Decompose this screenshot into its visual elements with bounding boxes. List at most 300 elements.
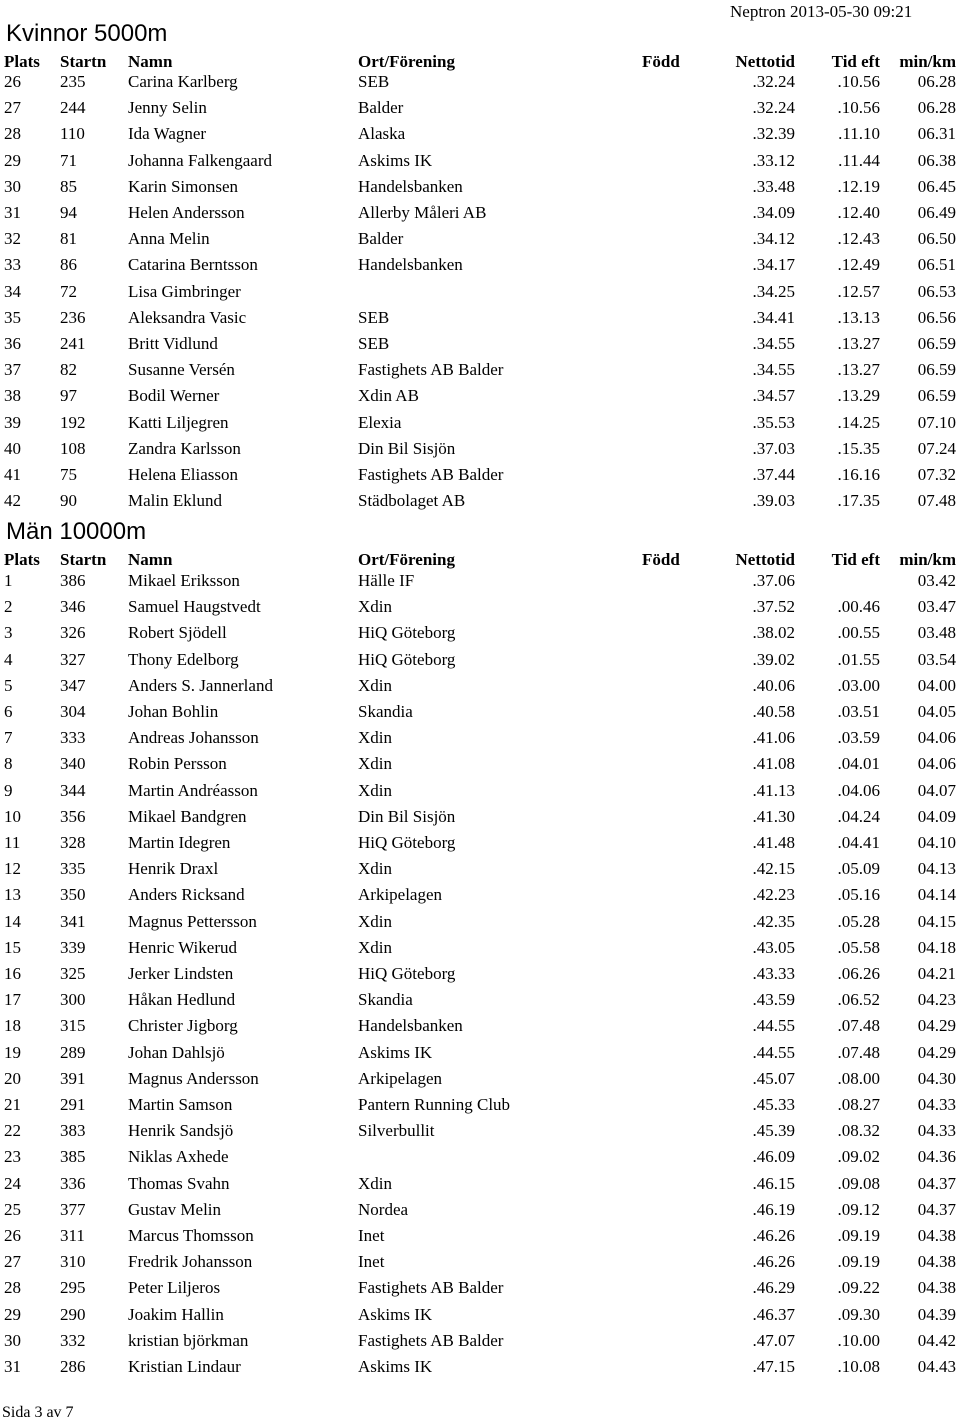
cell-namn: Magnus Pettersson [128,911,257,931]
table-row [0,597,960,623]
table-row [0,1226,960,1252]
cell-min: 03.54 [917,649,956,669]
table-row [0,964,960,990]
cell-namn: Martin Samson [128,1095,233,1114]
cell-tid: .12.49 [837,255,880,275]
cell-min: 06.31 [917,124,956,144]
cell-ort: Xdin [358,675,392,695]
cell-netto: .46.09 [752,1147,795,1167]
cell-startn: 344 [60,780,86,800]
cell-min: 04.42 [917,1330,956,1350]
header-meta: Neptron 2013-05-30 09:21 [730,2,913,21]
cell-min: 06.53 [917,281,956,301]
cell-ort: HiQ Göteborg [358,649,456,669]
cell-plats: 42 [4,491,21,511]
cell-tid: .10.56 [837,98,880,118]
cell-tid: .07.48 [837,1042,880,1062]
cell-ort: HiQ Göteborg [358,833,456,852]
cell-startn: 72 [60,281,77,301]
cell-tid: .01.55 [837,649,880,669]
cell-startn: 336 [60,1173,86,1193]
cell-namn: Ida Wagner [128,124,207,144]
cell-tid: .05.58 [837,937,880,957]
cell-min: 06.49 [917,203,956,222]
cell-ort: Xdin [358,754,392,774]
cell-startn: 340 [60,754,86,774]
cell-netto: .39.02 [752,649,795,669]
cell-startn: 286 [60,1357,86,1376]
cell-tid: .04.01 [837,754,880,774]
cell-plats: 22 [4,1121,21,1141]
cell-tid: .09.19 [837,1226,880,1245]
table-row [0,1174,960,1200]
cell-startn: 339 [60,937,86,957]
cell-namn: Carina Karlberg [128,72,238,91]
cell-startn: 311 [60,1226,85,1245]
table-row [0,229,960,255]
cell-startn: 236 [60,307,86,327]
cell-tid: .12.40 [837,203,880,222]
cell-startn: 328 [60,833,86,852]
cell-plats: 39 [4,412,21,432]
cell-min: 04.06 [917,754,956,774]
cell-tid: .11.10 [838,124,880,144]
cell-plats: 27 [4,98,21,118]
cell-startn: 241 [60,334,86,353]
cell-namn: Catarina Berntsson [128,255,258,275]
cell-namn: Anders S. Jannerland [128,675,273,695]
cell-plats: 36 [4,334,21,353]
cell-startn: 341 [60,911,86,931]
cell-startn: 385 [60,1147,86,1167]
cell-netto: .47.15 [752,1357,795,1376]
cell-namn: Lisa Gimbringer [128,281,241,301]
cell-namn: Andreas Johansson [128,728,259,748]
cell-min: 06.56 [917,307,956,327]
table-row [0,1043,960,1069]
cell-netto: .45.39 [752,1121,795,1141]
cell-netto: .35.53 [752,412,795,432]
cell-netto: .32.24 [752,98,795,118]
table-row [0,754,960,780]
cell-ort: SEB [358,72,390,91]
table-row [0,990,960,1016]
cell-ort: Askims IK [358,1042,433,1062]
table-row [0,807,960,833]
cell-plats: 34 [4,281,21,301]
table-row [0,439,960,465]
cell-ort: Arkipelagen [358,885,443,905]
cell-startn: 383 [60,1121,86,1141]
cell-startn: 86 [60,255,77,275]
cell-netto: .42.15 [752,859,795,879]
table-row [0,203,960,229]
column-header-row [0,52,960,74]
cell-namn: Anders Ricksand [128,885,245,905]
cell-min: 04.00 [917,675,956,695]
cell-plats: 29 [4,150,21,170]
table-row [0,1121,960,1147]
cell-namn: Gustav Melin [128,1199,222,1219]
cell-startn: 97 [60,386,77,406]
cell-netto: .34.09 [752,203,795,222]
table-row [0,1069,960,1095]
cell-startn: 377 [60,1199,86,1219]
column-header-plats: Plats [4,550,40,569]
cell-ort: Hälle IF [358,571,415,590]
cell-plats: 38 [4,386,21,406]
table-row [0,308,960,334]
table-row [0,1252,960,1278]
cell-netto: .46.19 [752,1199,795,1219]
cell-plats: 9 [4,780,13,800]
cell-min: 04.10 [917,833,956,852]
cell-tid: .10.56 [837,72,880,91]
cell-ort: Silverbullit [358,1121,435,1141]
column-header-min: min/km [899,550,956,569]
cell-ort: Xdin [358,728,392,748]
cell-namn: Zandra Karlsson [128,438,241,458]
cell-netto: .32.24 [752,72,795,91]
cell-plats: 12 [4,859,21,879]
cell-min: 04.33 [917,1121,956,1141]
table-row [0,360,960,386]
cell-plats: 30 [4,176,21,196]
cell-plats: 33 [4,255,21,275]
cell-plats: 8 [4,754,13,774]
table-row [0,491,960,517]
cell-tid: .14.25 [837,412,880,432]
cell-min: 04.38 [917,1252,956,1272]
cell-min: 04.06 [917,728,956,748]
cell-plats: 17 [4,990,21,1010]
cell-ort: Xdin [358,597,392,617]
cell-min: 06.59 [917,334,956,353]
cell-ort: Din Bil Sisjön [358,438,456,458]
cell-startn: 350 [60,885,86,905]
table-row [0,334,960,360]
cell-startn: 85 [60,176,77,196]
table-row [0,177,960,203]
cell-netto: .37.03 [752,438,795,458]
cell-namn: Magnus Andersson [128,1068,259,1088]
cell-namn: Thomas Svahn [128,1173,230,1193]
cell-plats: 7 [4,728,13,748]
cell-ort: Skandia [358,702,413,721]
cell-tid: .03.00 [837,675,880,695]
cell-netto: .39.03 [752,491,795,511]
cell-startn: 290 [60,1304,86,1324]
cell-startn: 81 [60,229,77,249]
cell-plats: 40 [4,438,21,458]
cell-min: 04.18 [917,937,956,957]
cell-min: 04.36 [917,1147,956,1167]
table-row [0,912,960,938]
cell-plats: 19 [4,1042,21,1062]
cell-startn: 291 [60,1095,86,1114]
cell-tid: .08.32 [837,1121,880,1141]
cell-ort: Städbolaget AB [358,491,466,511]
cell-namn: Marcus Thomsson [128,1226,254,1245]
cell-min: 04.39 [917,1304,956,1324]
cell-namn: Christer Jigborg [128,1016,238,1036]
cell-namn: kristian björkman [128,1330,249,1350]
cell-tid: .13.27 [837,334,880,353]
cell-plats: 6 [4,702,13,721]
cell-ort: Alaska [358,124,406,144]
cell-netto: .34.41 [752,307,795,327]
cell-namn: Martin Idegren [128,833,231,852]
cell-startn: 82 [60,360,77,380]
cell-tid: .03.51 [837,702,880,721]
cell-min: 04.21 [917,964,956,983]
cell-min: 06.50 [917,229,956,249]
cell-tid: .09.08 [837,1173,880,1193]
cell-namn: Mikael Bandgren [128,806,247,826]
cell-startn: 333 [60,728,86,748]
cell-tid: .10.08 [837,1357,880,1376]
cell-min: 06.45 [917,176,956,196]
cell-tid: .10.00 [837,1330,880,1350]
cell-netto: .46.29 [752,1278,795,1298]
table-row [0,1016,960,1042]
cell-ort: Fastighets AB Balder [358,360,504,380]
cell-startn: 332 [60,1330,86,1350]
cell-namn: Martin Andréasson [128,780,258,800]
cell-startn: 90 [60,491,77,511]
cell-startn: 244 [60,98,86,118]
cell-tid: .16.16 [837,465,880,484]
cell-ort: Balder [358,98,404,118]
cell-tid: .09.12 [837,1199,880,1219]
cell-tid: .12.43 [837,229,880,249]
cell-plats: 31 [4,1357,21,1376]
cell-plats: 4 [4,649,13,669]
cell-namn: Johan Dahlsjö [128,1042,225,1062]
cell-min: 04.13 [917,859,956,879]
table-row [0,859,960,885]
cell-netto: .43.33 [752,964,795,983]
cell-ort: Xdin [358,911,392,931]
cell-ort: Elexia [358,412,402,432]
cell-tid: .09.22 [837,1278,880,1298]
column-header-netto: Nettotid [735,52,795,71]
cell-min: 04.38 [917,1278,956,1298]
table-row [0,728,960,754]
cell-plats: 13 [4,885,21,905]
cell-namn: Peter Liljeros [128,1278,221,1298]
cell-tid: .17.35 [837,491,880,511]
cell-startn: 71 [60,150,77,170]
cell-netto: .44.55 [752,1042,795,1062]
cell-namn: Mikael Eriksson [128,571,240,590]
cell-min: 06.51 [917,255,956,275]
cell-namn: Håkan Hedlund [128,990,236,1010]
cell-startn: 304 [60,702,86,721]
cell-ort: Fastighets AB Balder [358,465,504,484]
cell-netto: .38.02 [752,623,795,643]
cell-tid: .12.57 [837,281,880,301]
cell-ort: Askims IK [358,150,433,170]
column-header-fodd: Född [642,52,680,71]
column-header-min: min/km [899,52,956,71]
cell-startn: 310 [60,1252,86,1272]
cell-namn: Joakim Hallin [128,1304,224,1324]
cell-startn: 326 [60,623,86,643]
cell-min: 04.05 [917,702,956,721]
cell-min: 07.10 [917,412,956,432]
cell-ort: Xdin [358,937,392,957]
cell-namn: Johanna Falkengaard [128,150,272,170]
table-row [0,885,960,911]
cell-startn: 108 [60,438,86,458]
cell-netto: .40.06 [752,675,795,695]
cell-plats: 35 [4,307,21,327]
cell-plats: 31 [4,203,21,222]
cell-netto: .33.12 [752,150,795,170]
table-row [0,1200,960,1226]
column-header-fodd: Född [642,550,680,569]
cell-ort: Xdin [358,780,392,800]
section-title: Män 10000m [6,518,147,545]
cell-netto: .34.25 [752,281,795,301]
cell-namn: Karin Simonsen [128,176,239,196]
cell-min: 04.29 [917,1016,956,1036]
cell-netto: .42.23 [752,885,795,905]
cell-netto: .45.07 [752,1068,795,1088]
page-footer: Sida 3 av 7 [2,1404,74,1421]
cell-namn: Henrik Draxl [128,859,219,879]
column-header-ort: Ort/Förening [358,52,455,71]
cell-netto: .41.30 [752,806,795,826]
cell-startn: 347 [60,675,86,695]
cell-ort: Fastighets AB Balder [358,1330,504,1350]
cell-min: 07.24 [917,438,956,458]
cell-tid: .07.48 [837,1016,880,1036]
cell-netto: .46.26 [752,1226,795,1245]
cell-ort: Pantern Running Club [358,1095,511,1114]
cell-plats: 30 [4,1330,21,1350]
cell-netto: .42.35 [752,911,795,931]
table-row [0,571,960,597]
cell-netto: .46.26 [752,1252,795,1272]
cell-tid: .03.59 [837,728,880,748]
cell-netto: .33.48 [752,176,795,196]
cell-tid: .00.46 [837,597,880,617]
cell-plats: 24 [4,1173,21,1193]
cell-startn: 356 [60,806,86,826]
cell-plats: 1 [4,571,13,590]
cell-startn: 295 [60,1278,86,1298]
cell-plats: 23 [4,1147,21,1167]
cell-ort: Handelsbanken [358,255,463,275]
cell-netto: .46.15 [752,1173,795,1193]
cell-netto: .34.55 [752,334,795,353]
table-row [0,1095,960,1121]
cell-tid: .13.13 [837,307,880,327]
cell-plats: 16 [4,964,21,983]
cell-tid: .12.19 [837,176,880,196]
cell-plats: 26 [4,1226,21,1245]
cell-min: 06.59 [917,386,956,406]
table-row [0,465,960,491]
cell-min: 04.37 [917,1173,956,1193]
cell-namn: Jenny Selin [128,98,207,118]
cell-netto: .45.33 [752,1095,795,1114]
cell-ort: Xdin [358,859,392,879]
cell-plats: 11 [4,833,21,852]
cell-tid: .11.44 [838,150,880,170]
cell-netto: .32.39 [752,124,795,144]
cell-namn: Robert Sjödell [128,623,227,643]
cell-ort: HiQ Göteborg [358,964,456,983]
cell-startn: 335 [60,859,86,879]
cell-tid: .06.52 [837,990,880,1010]
table-row [0,282,960,308]
cell-netto: .44.55 [752,1016,795,1036]
cell-startn: 110 [60,124,85,144]
cell-min: 03.42 [917,571,956,590]
cell-min: 03.48 [917,623,956,643]
cell-startn: 386 [60,571,86,590]
cell-namn: Anna Melin [128,229,210,249]
cell-tid: .04.24 [837,806,880,826]
cell-tid: .06.26 [837,964,880,983]
cell-plats: 28 [4,124,21,144]
cell-tid: .05.16 [837,885,880,905]
cell-netto: .47.07 [752,1330,795,1350]
cell-min: 04.07 [917,780,956,800]
cell-namn: Katti Liljegren [128,412,229,432]
cell-plats: 25 [4,1199,21,1219]
table-row [0,98,960,124]
cell-netto: .41.08 [752,754,795,774]
table-row [0,1278,960,1304]
cell-tid: .05.09 [837,859,880,879]
table-row [0,255,960,281]
cell-plats: 37 [4,360,21,380]
cell-namn: Aleksandra Vasic [128,307,247,327]
table-row [0,1331,960,1357]
cell-netto: .41.13 [752,780,795,800]
table-row [0,1305,960,1331]
cell-startn: 327 [60,649,86,669]
cell-min: 06.38 [917,150,956,170]
cell-plats: 32 [4,229,21,249]
cell-tid: .15.35 [837,438,880,458]
cell-plats: 27 [4,1252,21,1272]
cell-ort: SEB [358,334,390,353]
cell-startn: 325 [60,964,86,983]
cell-ort: Fastighets AB Balder [358,1278,504,1298]
cell-namn: Helen Andersson [128,203,245,222]
cell-netto: .34.12 [752,229,795,249]
table-row [0,938,960,964]
cell-namn: Jerker Lindsten [128,964,234,983]
cell-ort: Inet [358,1252,385,1272]
cell-netto: .37.44 [752,465,795,484]
cell-netto: .34.17 [752,255,795,275]
cell-ort: HiQ Göteborg [358,623,456,643]
cell-tid: .09.02 [837,1147,880,1167]
cell-netto: .46.37 [752,1304,795,1324]
cell-ort: Askims IK [358,1357,433,1376]
cell-netto: .43.59 [752,990,795,1010]
cell-netto: .34.57 [752,386,795,406]
cell-plats: 20 [4,1068,21,1088]
cell-min: 04.30 [917,1068,956,1088]
cell-ort: Askims IK [358,1304,433,1324]
